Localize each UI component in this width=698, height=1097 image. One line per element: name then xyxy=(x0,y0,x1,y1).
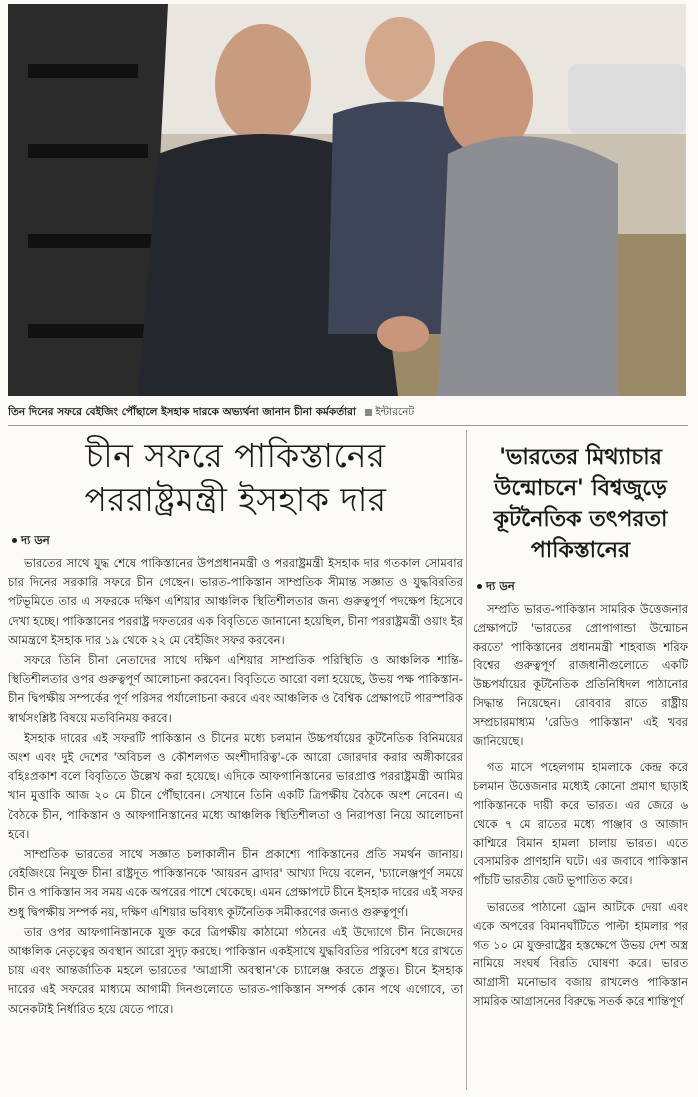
bullet-icon xyxy=(477,584,482,589)
right-byline xyxy=(477,578,688,597)
left-paragraph-2: সফরে তিনি চীনা নেতাদের সাথে দক্ষিণ এশিয়ার সাম্প্রতিক পরিস্থিতি ও আঞ্চলিক শান্তি-স্থিতিশীলতার ওপর গুরুত্বপূর্ণ আলোচনা করবেন। বিবৃতিতে আরো বলা হয়েছে, উভয় পক্ষ পাকিস্তান-চীন দ্বিপক্ষীয় সম্পর্কের পূর্ণ পরিসর পর্যালোচনা করবে এবং আঞ্চলিক ও বৈশ্বিক প্রেক্ষাপটে পারস্পরিক স্বার্থসংশ্লিষ্ট বিষয়ে মতবিনিময় করবে। xyxy=(8,653,463,725)
right-headline-line1: 'ভারতের মিথ্যাচার xyxy=(499,445,662,470)
left-headline-line2: পররাষ্ট্রমন্ত্রী ইসহাক দার xyxy=(84,480,387,519)
right-article-body xyxy=(473,600,688,1011)
right-paragraph-1: সম্প্রতি ভারত-পাকিস্তান সামরিক উত্তেজনার প্রেক্ষাপটে 'ভারতের প্রোপাগান্ডা উন্মোচন করতে' পাকিস্তানের প্রধানমন্ত্রী শাহবাজ শরিফ বিশ্বের গুরুত্বপূর্ণ রাজধানীগুলোতে একটি উচ্চপর্যায়ের কূটনৈতিক প্রতিনিধিদল পাঠানোর সিদ্ধান্ত নিয়েছেন। রোববার রাতে রাষ্ট্রীয় সম্প্রচারমাধ্যম 'রেডিও পাকিস্তান' এই খবর জানিয়েছে। xyxy=(473,602,688,748)
left-paragraph-4: সাম্প্রতিক ভারতের সাথে সজ্ঞাত চলাকালীন চীন প্রকাশ্যে পাকিস্তানের প্রতি সমর্থন জানায়। বেইজিংয়ে নিযুক্ত চীনা রাষ্ট্রদূত পাকিস্তানকে 'আয়রন ব্রাদার' আখ্যা দিয়ে বলেন, 'চ্যালেঞ্জপূর্ণ সময়ে চীন ও পাকিস্তান সব সময় একে অপরের পাশে থেকেছে। এমন প্রেক্ষাপটে চীনে ইসহাক দারের এই সফর শুধু দ্বিপক্ষীয় সম্পর্ক নয়, দক্ষিণ এশিয়ার ভবিষ্যৎ কূটনৈতিক সমীকরণের জন্যও গুরুত্বপূর্ণ। xyxy=(8,847,463,919)
left-paragraph-5: তার ওপর আফগানিস্তানকে যুক্ত করে ত্রিপক্ষীয় কাঠামো গঠনের এই উদ্যোগে চীন নিজেদের আঞ্চলিক নেতৃত্বের অবস্থান আরো সুদৃঢ় করছে। পাকিস্তান একইসাথে যুদ্ধবিরতির পরিবেশ ধরে রাখতে চায় এবং আন্তর্জাতিক মহলে ভারতের 'আগ্রাসী অবস্থান'কে চ্যালেঞ্জ করতে প্রস্তুত। চীনে ইসহাক দারের এই সফরের মাধ্যমে আগামী দিনগুলোতে ভারত-পাকিস্তান সম্পর্ক কোন পথে এগোবে, তা অনেকটাই নির্ধারিত হয়ে যেতে পারে। xyxy=(8,924,463,1016)
left-article-body xyxy=(8,554,463,1019)
credit-text: ইন্টারনেট xyxy=(375,406,415,418)
photo-illustration xyxy=(8,4,686,396)
news-photo xyxy=(8,4,686,396)
credit-square-icon xyxy=(365,409,372,416)
left-article xyxy=(8,430,463,1090)
right-headline xyxy=(473,442,688,566)
caption-text: তিন দিনের সফরে বেইজিং পৌঁছালে ইসহাক দারকে অভ্যর্থনা জানান চীনা কর্মকর্তারা xyxy=(8,406,356,418)
right-headline-line4: পাকিস্তানের xyxy=(530,538,631,563)
photo-caption xyxy=(8,403,688,421)
left-byline xyxy=(12,532,463,551)
right-paragraph-2: গত মাসে পহেলগাম হামলাকে কেন্দ্র করে চলমান উত্তেজনার মধ্যেই কোনো প্রমাণ ছাড়াই পাকিস্তানকে দায়ী করে ভারত। এর জেরে ৬ থেকে ৭ মে রাতের মধ্যে পাঞ্জাব ও আজাদ কাশ্মিরে বিমান হামলা চালায় ভারত। এতে বেসামরিক প্রাণহানি ঘটে। এর জবাবে পাকিস্তান পাঁচটি ভারতীয় জেট ভূপাতিত করে। xyxy=(473,760,688,888)
left-paragraph-1: ভারতের সাথে যুদ্ধ শেষে পাকিস্তানের উপপ্রধানমন্ত্রী ও পররাষ্ট্রমন্ত্রী ইসহাক দার গতকাল সোমবার চার দিনের সরকারি সফরে চীন গেছেন। ভারত-পাকিস্তান সাম্প্রতিক সীমান্ত সজ্ঞাত ও যুদ্ধবিরতির পটভূমিতে তার এ সফরকে দক্ষিণ এশিয়ার আঞ্চলিক স্থিতিশীলতার জন্য গুরুত্বপূর্ণ পদক্ষেপ হিসেবে দেখা হচ্ছে। পাকিস্তানের পররাষ্ট্র দফতরের এক বিবৃতিতে জানানো হয়েছিল, চীনা পররাষ্ট্রমন্ত্রী ওয়াং ইর আমন্ত্রণে ইসহাক দার ১৯ থেকে ২২ মে বেইজিং সফর করবেন। xyxy=(8,556,463,647)
right-article xyxy=(473,430,688,1090)
left-headline-line1: চীন সফরে পাকিস্তানের xyxy=(85,436,386,475)
right-paragraph-3: ভারতের পাঠানো ড্রোন আটকে দেয়া এবং একে অপরের বিমানঘাঁটিতে পাল্টা হামলার পর গত ১০ মে যুক্তরাষ্ট্রের হস্তক্ষেপে উভয় দেশ অস্ত্র নামিয়ে সংঘর্ষ বিরতি ঘোষণা করে। ভারত আগ্রাসী মনোভাব বজায় রাখলেও পাকিস্তান সামরিক আগ্রাসনের বিরুদ্ধে সতর্ক করে শান্তিপূর্ণ xyxy=(473,899,688,1008)
left-byline-text: দ্য ডন xyxy=(21,533,50,547)
bullet-icon xyxy=(12,538,17,543)
photo-credit xyxy=(365,406,414,418)
right-headline-line3: কূটনৈতিক তৎপরতা xyxy=(493,507,668,532)
caption-divider xyxy=(8,425,688,426)
left-paragraph-3: ইসহাক দারের এই সফরটি পাকিস্তান ও চীনের মধ্যে চলমান উচ্চপর্যায়ের কূটনৈতিক বিনিময়ের অংশ এবং দুই দেশের 'অবিচল ও কৌশলগত অংশীদারিত্ব'-কে আরো জোরদার করার অঙ্গীকারের বহিঃপ্রকাশ বলে বিবৃতিতে উল্লেখ করা হয়েছে। এদিকে আফগানিস্তানের ভারপ্রাপ্ত পররাষ্ট্রমন্ত্রী আমির খান মুত্তাকি আজ ২০ মে চীনে পৌঁছাবেন। সেখানে তিনি একটি ত্রিপক্ষীয় বৈঠকে অংশ নেবেন। এ বৈঠকে চীন, পাকিস্তান ও আফগানিস্তানের মধ্যে আঞ্চলিক স্থিতিশীলতা ও নিরাপত্তা নিয়ে আলোচনা হবে। xyxy=(8,730,463,841)
right-headline-line2: উন্মোচনে' বিশ্বজুড়ে xyxy=(494,476,667,501)
column-divider xyxy=(466,430,467,1090)
right-byline-text: দ্য ডন xyxy=(486,579,515,593)
left-headline xyxy=(8,434,463,522)
